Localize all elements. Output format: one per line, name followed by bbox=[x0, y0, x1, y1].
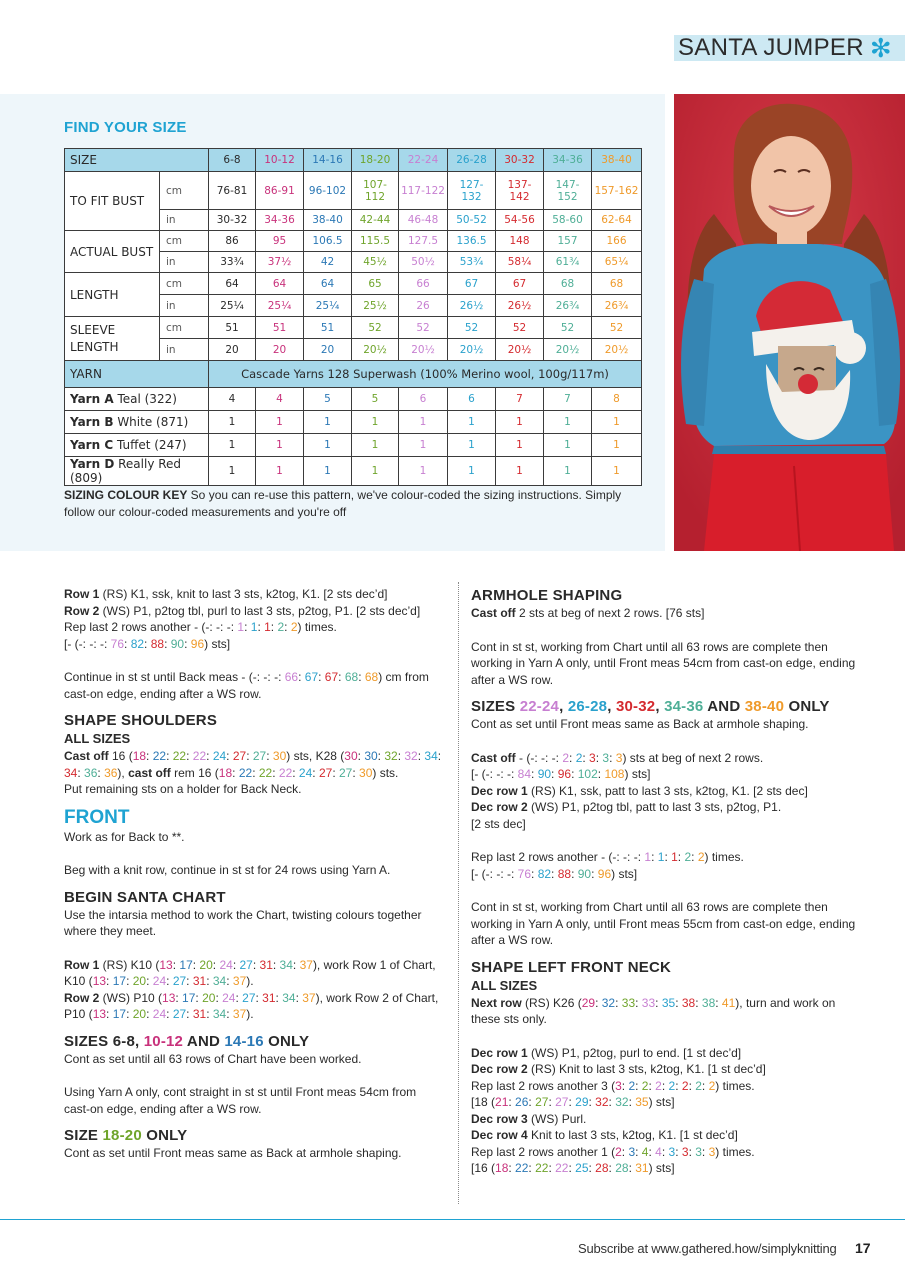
sleeve-cm-cell: 52 bbox=[448, 317, 496, 339]
yarn-qty-cell: 1 bbox=[209, 411, 256, 434]
back-sts-count: [- (-: -: -: 76: 82: 88: 90: 96) sts] bbox=[64, 636, 231, 651]
sizes-6-16-heading: SIZES 6-8, 10-12 AND 14-16 ONLY bbox=[64, 1032, 310, 1050]
size-cell: 30-32 bbox=[496, 149, 544, 172]
find-your-size-heading: FIND YOUR SIZE bbox=[64, 119, 187, 136]
sleeve-in-cell: 20½ bbox=[544, 339, 592, 361]
yarn-qty-cell: 1 bbox=[209, 457, 256, 486]
chart-row-2: Row 2 (WS) P10 (13: 17: 20: 24: 27: 31: 34: 37), work Row 2 of Chart, P10 (13: 17: 20: 24: 27: 31: 34: 37). bbox=[64, 990, 439, 1021]
yarn-qty-cell: 1 bbox=[304, 411, 352, 434]
neck-sts-16: [16 (18: 22: 22: 22: 25: 28: 28: 31) sts] bbox=[471, 1161, 675, 1175]
key-title: SIZING COLOUR KEY bbox=[64, 488, 188, 502]
unit-in: in bbox=[160, 339, 209, 361]
length-in-cell: 25¼ bbox=[209, 295, 256, 317]
neck-next-row: Next row (RS) K26 (29: 32: 33: 33: 35: 38: 38: 41), turn and work on these sts only. bbox=[471, 995, 836, 1026]
to-fit-bust-cm-row bbox=[65, 172, 642, 210]
yarn-qty-cell: 1 bbox=[256, 457, 304, 486]
size-header-row bbox=[65, 149, 642, 172]
actual-bust-in-cell: 33¾ bbox=[209, 252, 256, 273]
length-label: LENGTH bbox=[65, 273, 160, 317]
yarn-qty-cell: 1 bbox=[352, 457, 399, 486]
yarn-d-row bbox=[65, 457, 642, 486]
actual-bust-cm-cell: 136.5 bbox=[448, 231, 496, 252]
length-in-cell: 26½ bbox=[496, 295, 544, 317]
actual-bust-cm-cell: 106.5 bbox=[304, 231, 352, 252]
actual-bust-in-cell: 61¾ bbox=[544, 252, 592, 273]
actual-bust-in-cell: 53¾ bbox=[448, 252, 496, 273]
size-cell: 22-24 bbox=[399, 149, 448, 172]
length-cm-cell: 68 bbox=[544, 273, 592, 295]
yarn-qty-cell: 4 bbox=[209, 388, 256, 411]
back-row-2: Row 2 (WS) P1, p2tog tbl, purl to last 3 sts, p2tog, P1. [2 sts dec’d] bbox=[64, 603, 421, 618]
front-repeat: Rep last 2 rows another - (-: -: -: 1: 1: 1: 2: 2) times. bbox=[471, 850, 744, 864]
yarn-qty-cell: 7 bbox=[544, 388, 592, 411]
length-cm-cell: 66 bbox=[399, 273, 448, 295]
back-continue: Continue in st st until Back meas - (-: -: -: 66: 67: 67: 68: 68) cm from cast-on edge, ending after a WS row. bbox=[64, 670, 429, 701]
size-cell: 10-12 bbox=[256, 149, 304, 172]
sleeve-cm-cell: 52 bbox=[352, 317, 399, 339]
header-badge bbox=[674, 35, 905, 61]
actual-bust-cm-cell: 148 bbox=[496, 231, 544, 252]
yarn-qty-cell: 1 bbox=[209, 434, 256, 457]
bust-in-cell: 50-52 bbox=[448, 210, 496, 231]
neck-sts-18: [18 (21: 26: 27: 27: 29: 32: 32: 35) sts] bbox=[471, 1095, 675, 1109]
actual-bust-cm-cell: 86 bbox=[209, 231, 256, 252]
yarn-c-label: Yarn C Tuffet (247) bbox=[65, 434, 209, 457]
actual-bust-cm-row bbox=[65, 231, 642, 252]
unit-cm: cm bbox=[160, 317, 209, 339]
yarn-qty-cell: 1 bbox=[544, 457, 592, 486]
actual-bust-in-cell: 45½ bbox=[352, 252, 399, 273]
sleeve-cm-cell: 51 bbox=[304, 317, 352, 339]
sleeve-cm-row bbox=[65, 317, 642, 339]
yarn-qty-cell: 1 bbox=[448, 434, 496, 457]
yarn-a-row bbox=[65, 388, 642, 411]
size-cell: 18-20 bbox=[352, 149, 399, 172]
length-in-cell: 25¼ bbox=[256, 295, 304, 317]
length-cm-cell: 67 bbox=[496, 273, 544, 295]
sleeve-cm-cell: 52 bbox=[592, 317, 642, 339]
sizes-22-40-sts: [- (-: -: -: 84: 90: 96: 102: 108) sts] bbox=[471, 767, 651, 781]
length-cm-cell: 64 bbox=[209, 273, 256, 295]
sleeve-in-cell: 20½ bbox=[592, 339, 642, 361]
back-repeat: Rep last 2 rows another - (-: -: -: 1: 1: 1: 2: 2) times. bbox=[64, 620, 337, 634]
actual-bust-in-cell: 58¼ bbox=[496, 252, 544, 273]
sleeve-in-cell: 20½ bbox=[448, 339, 496, 361]
subscribe-link[interactable]: Subscribe at www.gathered.how/simplyknitting bbox=[578, 1241, 837, 1256]
yarn-label: YARN bbox=[65, 361, 209, 388]
unit-cm: cm bbox=[160, 231, 209, 252]
bust-in-cell: 46-48 bbox=[399, 210, 448, 231]
sleeve-in-cell: 20½ bbox=[399, 339, 448, 361]
size-cell: 34-36 bbox=[544, 149, 592, 172]
front-dec-row-2: Dec row 2 (WS) P1, p2tog tbl, patt to last 3 sts, p2tog, P1. [2 sts dec] bbox=[471, 800, 782, 831]
bust-in-cell: 34-36 bbox=[256, 210, 304, 231]
bust-in-cell: 30-32 bbox=[209, 210, 256, 231]
sizes-22-40-cast-off: Cast off - (-: -: -: 2: 2: 3: 3: 3) sts at beg of next 2 rows. bbox=[471, 750, 764, 765]
yarn-qty-cell: 1 bbox=[352, 411, 399, 434]
actual-bust-cm-cell: 127.5 bbox=[399, 231, 448, 252]
yarn-c-row bbox=[65, 434, 642, 457]
size-cell: 26-28 bbox=[448, 149, 496, 172]
front-cont-55: Cont in st st, working from Chart until all 63 rows are complete then working in Yarn A only, until Front meas 55cm from cast-on edge, ending after a WS row. bbox=[471, 900, 856, 947]
sizes-22-40-cont: Cont as set until Front meas same as Back at armhole shaping. bbox=[471, 717, 809, 731]
sleeve-length-label: SLEEVE LENGTH bbox=[65, 317, 160, 361]
yarn-qty-cell: 5 bbox=[352, 388, 399, 411]
bust-in-cell: 38-40 bbox=[304, 210, 352, 231]
length-in-cell: 26 bbox=[399, 295, 448, 317]
page-number: 17 bbox=[855, 1240, 871, 1256]
neck-dec-row-2: Dec row 2 (RS) Knit to last 3 sts, k2tog, K1. [1 st dec’d] bbox=[471, 1062, 766, 1076]
instructions-right-column bbox=[471, 586, 856, 1177]
bust-cm-cell: 86-91 bbox=[256, 172, 304, 210]
yarn-qty-cell: 1 bbox=[399, 457, 448, 486]
yarn-qty-cell: 5 bbox=[304, 388, 352, 411]
sleeve-cm-cell: 52 bbox=[399, 317, 448, 339]
sleeve-in-cell: 20 bbox=[256, 339, 304, 361]
footer-rule bbox=[0, 1219, 905, 1220]
all-sizes-subheading-2: ALL SIZES bbox=[471, 977, 538, 993]
neck-repeat-1: Rep last 2 rows another 1 (2: 3: 4: 4: 3: 3: 3: 3) times. bbox=[471, 1144, 755, 1159]
sleeve-in-cell: 20 bbox=[209, 339, 256, 361]
sleeve-cm-cell: 51 bbox=[256, 317, 304, 339]
yarn-qty-cell: 1 bbox=[592, 457, 642, 486]
yarn-qty-cell: 1 bbox=[304, 434, 352, 457]
yarn-qty-cell: 1 bbox=[448, 457, 496, 486]
yarn-qty-cell: 1 bbox=[399, 434, 448, 457]
santa-jumper-photo bbox=[674, 94, 905, 551]
neck-repeat-3: Rep last 2 rows another 3 (3: 2: 2: 2: 2: 2: 2: 2) times. bbox=[471, 1078, 755, 1093]
length-in-cell: 26½ bbox=[448, 295, 496, 317]
actual-bust-cm-cell: 157 bbox=[544, 231, 592, 252]
yarn-qty-cell: 1 bbox=[256, 411, 304, 434]
front-heading: FRONT bbox=[64, 806, 130, 828]
shoulders-cast-off: Cast off 16 (18: 22: 22: 22: 24: 27: 27: 30) sts, K28 (30: 30: 32: 32: 34: 34: 36: 36), cast off rem 16 (18: 22: 22: 22: 24: 27: 27: 30) sts. Put remaining sts on a holder for Back Neck. bbox=[64, 749, 442, 796]
shape-shoulders-heading: SHAPE SHOULDERS bbox=[64, 712, 218, 729]
actual-bust-cm-cell: 95 bbox=[256, 231, 304, 252]
sizing-colour-key bbox=[64, 487, 644, 520]
yarn-qty-cell: 1 bbox=[304, 457, 352, 486]
size-18-20-cont: Cont as set until Front meas same as Back at armhole shaping. bbox=[64, 1146, 402, 1160]
sleeve-cm-cell: 51 bbox=[209, 317, 256, 339]
actual-bust-in-cell: 37½ bbox=[256, 252, 304, 273]
asterisk-icon: ✻ bbox=[869, 33, 892, 63]
bust-in-cell: 42-44 bbox=[352, 210, 399, 231]
yarn-qty-cell: 1 bbox=[592, 434, 642, 457]
neck-dec-row-3: Dec row 3 (WS) Purl. bbox=[471, 1111, 587, 1126]
key-text: So you can re-use this pattern, we've colour-coded the sizing instructions. Simply follow our colour-coded measurements and you're off bbox=[64, 488, 622, 519]
length-in-cell: 26¾ bbox=[592, 295, 642, 317]
bust-cm-cell: 76-81 bbox=[209, 172, 256, 210]
chart-intro: Use the intarsia method to work the Chart, twisting colours together where they meet. bbox=[64, 907, 422, 938]
actual-bust-cm-cell: 166 bbox=[592, 231, 642, 252]
sleeve-cm-cell: 52 bbox=[496, 317, 544, 339]
yarn-a-label: Yarn A Teal (322) bbox=[65, 388, 209, 411]
neck-dec-row-1: Dec row 1 (WS) P1, p2tog, purl to end. [1 st dec’d] bbox=[471, 1045, 742, 1060]
sleeve-in-cell: 20½ bbox=[496, 339, 544, 361]
actual-bust-cm-cell: 115.5 bbox=[352, 231, 399, 252]
armhole-cont: Cont in st st, working from Chart until all 63 rows are complete then working in Yarn A only, until Front meas 54cm from cast-on edge, ending after a WS row. bbox=[471, 639, 856, 687]
model-photo bbox=[674, 94, 905, 551]
sleeve-cm-cell: 52 bbox=[544, 317, 592, 339]
bust-in-cell: 58-60 bbox=[544, 210, 592, 231]
sizes-22-40-heading: SIZES 22-24, 26-28, 30-32, 34-36 AND 38-40 ONLY bbox=[471, 698, 830, 715]
size-table bbox=[64, 148, 642, 486]
sizes-6-16-cont: Cont as set until all 63 rows of Chart have been worked. bbox=[64, 1051, 362, 1066]
bust-cm-cell: 96-102 bbox=[304, 172, 352, 210]
size-18-20-heading: SIZE 18-20 ONLY bbox=[64, 1127, 188, 1144]
actual-bust-in-cell: 50½ bbox=[399, 252, 448, 273]
instructions-left-column bbox=[64, 586, 445, 1162]
size-cell: 14-16 bbox=[304, 149, 352, 172]
back-row-1: Row 1 (RS) K1, ssk, knit to last 3 sts, k2tog, K1. [2 sts dec’d] bbox=[64, 587, 388, 601]
front-work-as-back: Work as for Back to **. bbox=[64, 829, 185, 844]
actual-bust-in-cell: 65¼ bbox=[592, 252, 642, 273]
yarn-qty-cell: 1 bbox=[496, 411, 544, 434]
length-cm-cell: 67 bbox=[448, 273, 496, 295]
yarn-qty-cell: 1 bbox=[256, 434, 304, 457]
actual-bust-label: ACTUAL BUST bbox=[65, 231, 160, 273]
yarn-description: Cascade Yarns 128 Superwash (100% Merino wool, 100g/117m) bbox=[209, 361, 642, 388]
size-cell: 6-8 bbox=[209, 149, 256, 172]
unit-cm: cm bbox=[160, 172, 209, 210]
length-cm-row bbox=[65, 273, 642, 295]
length-cm-cell: 65 bbox=[352, 273, 399, 295]
bust-cm-cell: 117-122 bbox=[399, 172, 448, 210]
yarn-qty-cell: 1 bbox=[399, 411, 448, 434]
yarn-qty-cell: 4 bbox=[256, 388, 304, 411]
chart-row-1: Row 1 (RS) K10 (13: 17: 20: 24: 27: 31: 34: 37), work Row 1 of Chart, K10 (13: 17: 20: 24: 27: 31: 34: 37). bbox=[64, 957, 436, 988]
armhole-shaping-heading: ARMHOLE SHAPING bbox=[471, 587, 623, 604]
yarn-qty-cell: 1 bbox=[544, 411, 592, 434]
yarn-qty-cell: 8 bbox=[592, 388, 642, 411]
length-cm-cell: 64 bbox=[256, 273, 304, 295]
neck-dec-row-4: Dec row 4 Knit to last 3 sts, k2tog, K1. [1 st dec’d] bbox=[471, 1128, 738, 1142]
yarn-qty-cell: 7 bbox=[496, 388, 544, 411]
size-cell: 38-40 bbox=[592, 149, 642, 172]
length-in-cell: 26¾ bbox=[544, 295, 592, 317]
sizes-6-16-yarn-a: Using Yarn A only, cont straight in st st until Front meas 54cm from cast-on edge, ending after a WS row. bbox=[64, 1085, 417, 1116]
front-begin: Beg with a knit row, continue in st st for 24 rows using Yarn A. bbox=[64, 863, 391, 877]
armhole-cast-off: Cast off 2 sts at beg of next 2 rows. [76 sts] bbox=[471, 606, 705, 620]
unit-in: in bbox=[160, 210, 209, 231]
yarn-header-row bbox=[65, 361, 642, 388]
unit-in: in bbox=[160, 295, 209, 317]
begin-santa-chart-heading: BEGIN SANTA CHART bbox=[64, 888, 226, 906]
yarn-qty-cell: 1 bbox=[592, 411, 642, 434]
yarn-qty-cell: 1 bbox=[496, 457, 544, 486]
pattern-title: SANTA JUMPER bbox=[678, 34, 864, 61]
unit-cm: cm bbox=[160, 273, 209, 295]
yarn-qty-cell: 1 bbox=[448, 411, 496, 434]
yarn-qty-cell: 1 bbox=[352, 434, 399, 457]
length-in-cell: 25½ bbox=[352, 295, 399, 317]
sleeve-in-cell: 20½ bbox=[352, 339, 399, 361]
bust-cm-cell: 127-132 bbox=[448, 172, 496, 210]
yarn-b-label: Yarn B White (871) bbox=[65, 411, 209, 434]
yarn-b-row bbox=[65, 411, 642, 434]
bust-cm-cell: 107-112 bbox=[352, 172, 399, 210]
bust-cm-cell: 147-152 bbox=[544, 172, 592, 210]
front-dec-row-1: Dec row 1 (RS) K1, ssk, patt to last 3 sts, k2tog, K1. [2 sts dec] bbox=[471, 783, 808, 798]
yarn-qty-cell: 6 bbox=[448, 388, 496, 411]
yarn-qty-cell: 1 bbox=[496, 434, 544, 457]
yarn-qty-cell: 1 bbox=[544, 434, 592, 457]
sleeve-in-cell: 20 bbox=[304, 339, 352, 361]
column-divider bbox=[458, 582, 459, 1204]
all-sizes-subheading: ALL SIZES bbox=[64, 731, 131, 746]
to-fit-bust-label: TO FIT BUST bbox=[65, 172, 160, 231]
yarn-qty-cell: 6 bbox=[399, 388, 448, 411]
length-cm-cell: 64 bbox=[304, 273, 352, 295]
actual-bust-in-cell: 42 bbox=[304, 252, 352, 273]
bust-in-cell: 62-64 bbox=[592, 210, 642, 231]
unit-in: in bbox=[160, 252, 209, 273]
length-cm-cell: 68 bbox=[592, 273, 642, 295]
yarn-d-label: Yarn D Really Red (809) bbox=[65, 457, 209, 486]
length-in-cell: 25¼ bbox=[304, 295, 352, 317]
shape-left-front-neck-heading: SHAPE LEFT FRONT NECK bbox=[471, 958, 672, 976]
bust-cm-cell: 157-162 bbox=[592, 172, 642, 210]
front-repeat-sts: [- (-: -: -: 76: 82: 88: 90: 96) sts] bbox=[471, 866, 638, 881]
size-label: SIZE bbox=[65, 149, 209, 172]
bust-in-cell: 54-56 bbox=[496, 210, 544, 231]
bust-cm-cell: 137-142 bbox=[496, 172, 544, 210]
